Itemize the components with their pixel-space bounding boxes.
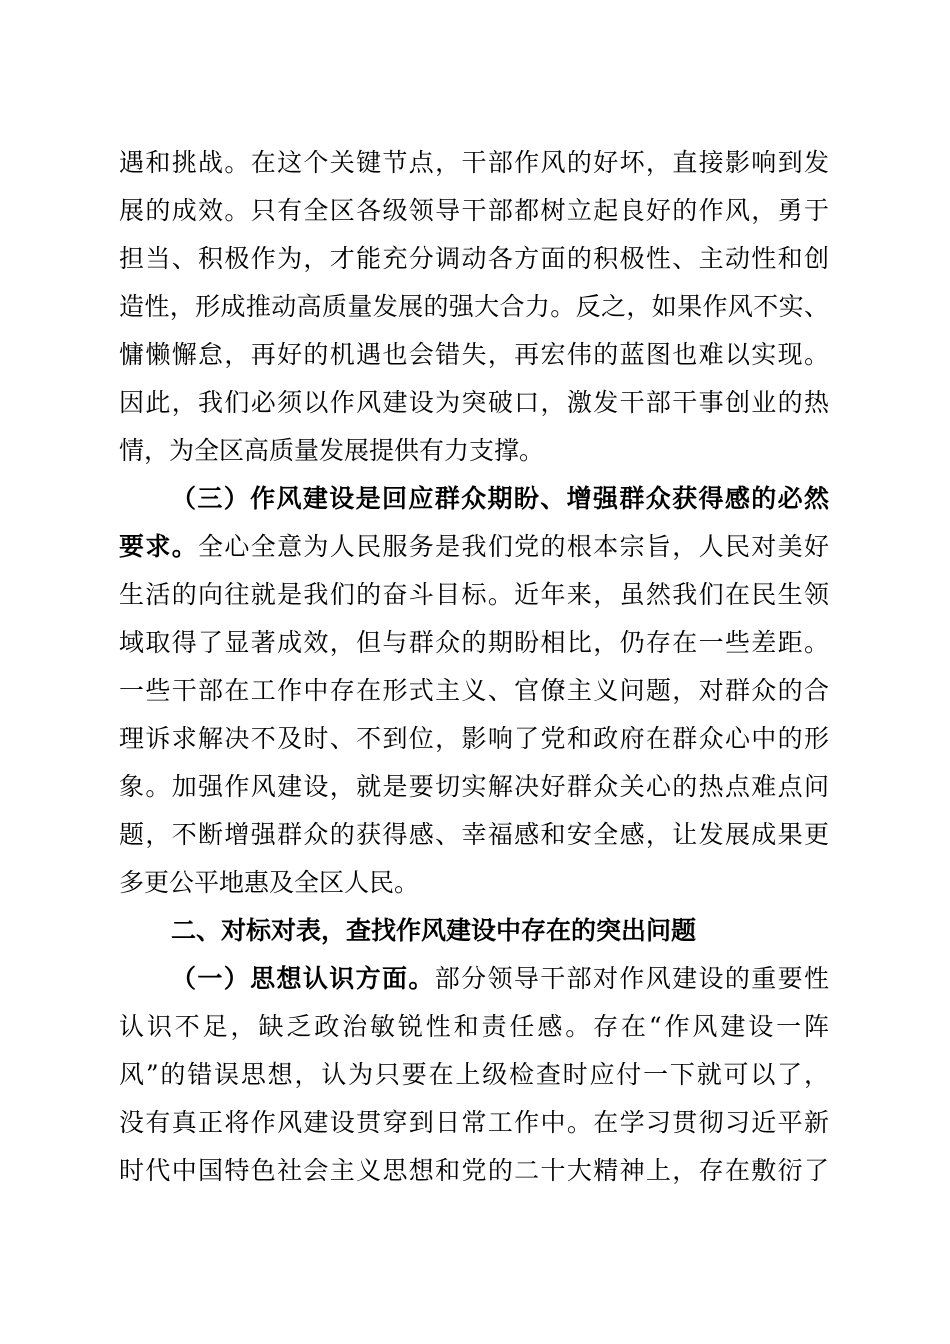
paragraph-3-line-text: 部分领导干部对作风建设的重要性 [434, 964, 829, 993]
paragraph-2-line: 一些干部在工作中存在形式主义、官僚主义问题，对群众的合 [119, 676, 829, 705]
paragraph-1-line: 造性，形成推动高质量发展的强大合力。反之，如果作风不实、 [119, 292, 829, 321]
paragraph-2-bold-heading-end: 要求。 [119, 532, 199, 561]
paragraph-1-line: 展的成效。只有全区各级领导干部都树立起良好的作风，勇于 [119, 196, 829, 225]
paragraph-3-line: 时代中国特色社会主义思想和党的二十大精神上，存在敷衍了 [119, 1156, 829, 1185]
paragraph-1-line: 情，为全区高质量发展提供有力支撑。 [119, 436, 545, 465]
paragraph-2-bold-heading-line: （三）作风建设是回应群众期盼、增强群众获得感的必然 [171, 484, 829, 513]
paragraph-1-line: 担当、积极作为，才能充分调动各方面的积极性、主动性和创 [119, 244, 829, 273]
paragraph-2-line: 生活的向往就是我们的奋斗目标。近年来，虽然我们在民生领 [119, 580, 829, 609]
paragraph-2-line-text: 全心全意为人民服务是我们党的根本宗旨，人民对美好 [198, 532, 829, 561]
paragraph-2-line: 多更公平地惠及全区人民。 [119, 868, 420, 897]
paragraph-2-line: 象。加强作风建设，就是要切实解决好群众关心的热点难点问 [119, 772, 829, 801]
paragraph-1-line: 因此，我们必须以作风建设为突破口，激发干部干事创业的热 [119, 388, 829, 417]
paragraph-1-line: 遇和挑战。在这个关键节点，干部作风的好坏，直接影响到发 [119, 148, 829, 177]
paragraph-2-line: 理诉求解决不及时、不到位，影响了党和政府在群众心中的形 [119, 724, 829, 753]
paragraph-1-line: 慵懒懈怠，再好的机遇也会错失，再宏伟的蓝图也难以实现。 [119, 340, 829, 369]
paragraph-2-line: 题，不断增强群众的获得感、幸福感和安全感，让发展成果更 [119, 820, 829, 849]
section-heading: 二、对标对表，查找作风建设中存在的突出问题 [171, 916, 697, 945]
paragraph-3-line: 认识不足，缺乏政治敏锐性和责任感。存在“作风建设一阵 [119, 1012, 829, 1041]
paragraph-3-line: 风”的错误思想，认为只要在上级检查时应付一下就可以了， [119, 1060, 829, 1089]
paragraph-3-bold-lead: （一）思想认识方面。 [171, 964, 435, 993]
paragraph-3-line: 没有真正将作风建设贯穿到日常工作中。在学习贯彻习近平新 [119, 1108, 829, 1137]
paragraph-2-line: 域取得了显著成效，但与群众的期盼相比，仍存在一些差距。 [119, 628, 829, 657]
paragraph-2-line [119, 527, 829, 567]
paragraph-3-line [171, 959, 829, 999]
